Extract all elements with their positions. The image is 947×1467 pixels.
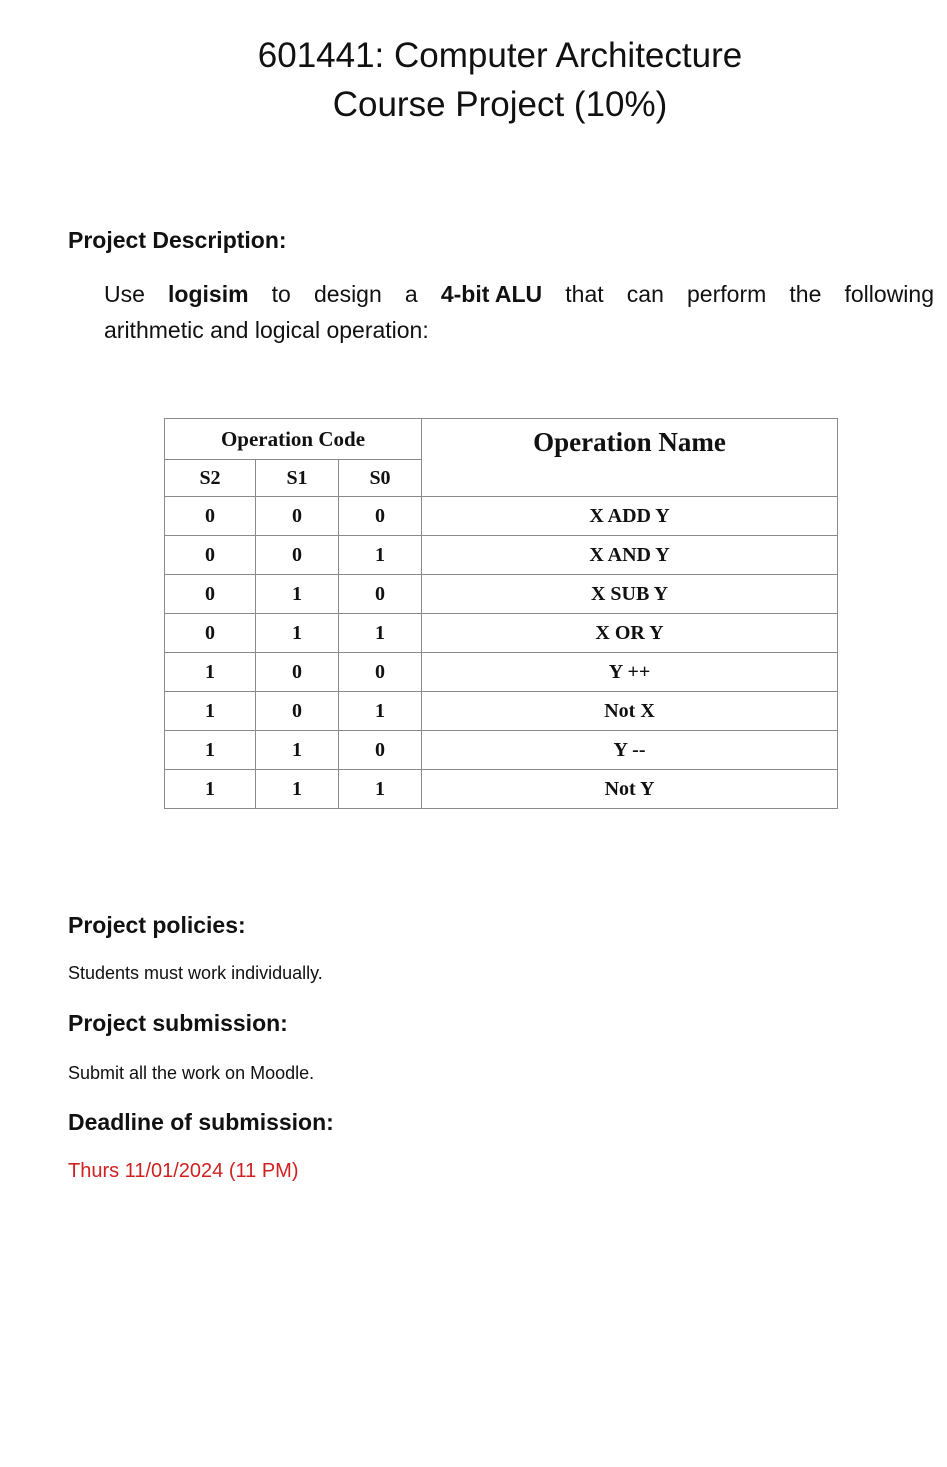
submission-heading: Project submission: <box>68 1010 288 1036</box>
s1-cell: 1 <box>256 770 339 809</box>
s0-cell: 1 <box>339 536 422 575</box>
operation-name-cell: X ADD Y <box>422 497 838 536</box>
s1-cell: 0 <box>256 536 339 575</box>
table-row <box>165 770 838 809</box>
desc-word: following <box>844 281 934 307</box>
table-row <box>165 692 838 731</box>
table-row <box>165 497 838 536</box>
operation-name-cell: Y ++ <box>422 653 838 692</box>
desc-word-4bit-alu: 4-bit ALU <box>440 281 543 307</box>
s2-cell: 1 <box>165 731 256 770</box>
s1-cell: 0 <box>256 497 339 536</box>
s1-cell: 0 <box>256 653 339 692</box>
description-heading: Project Description: <box>68 227 287 253</box>
policies-text: Students must work individually. <box>68 963 323 983</box>
s2-cell: 1 <box>165 770 256 809</box>
s0-cell: 0 <box>339 575 422 614</box>
desc-word: the <box>789 281 822 307</box>
s1-cell: 1 <box>256 575 339 614</box>
s2-cell: 0 <box>165 536 256 575</box>
s1-cell: 1 <box>256 614 339 653</box>
s0-cell: 1 <box>339 770 422 809</box>
s1-cell: 0 <box>256 692 339 731</box>
operation-name-cell: X OR Y <box>422 614 838 653</box>
submission-text: Submit all the work on Moodle. <box>68 1063 315 1083</box>
s0-cell: 1 <box>339 692 422 731</box>
table-row <box>165 575 838 614</box>
operation-name-header: Operation Name <box>422 419 838 497</box>
s1-header: S1 <box>256 460 339 497</box>
desc-word: can <box>626 281 664 307</box>
operation-name-cell: X AND Y <box>422 536 838 575</box>
desc-word: to <box>271 281 291 307</box>
policies-heading: Project policies: <box>68 912 246 938</box>
desc-word-logisim: logisim <box>168 281 249 307</box>
desc-word: that <box>565 281 604 307</box>
s0-header: S0 <box>339 460 422 497</box>
s2-header: S2 <box>165 460 256 497</box>
operation-name-cell: X SUB Y <box>422 575 838 614</box>
table-row <box>165 731 838 770</box>
description-line-1 <box>104 276 934 312</box>
s2-cell: 1 <box>165 653 256 692</box>
operation-name-cell: Not X <box>422 692 838 731</box>
description-line-2: arithmetic and logical operation: <box>104 317 429 343</box>
s2-cell: 1 <box>165 692 256 731</box>
s2-cell: 0 <box>165 497 256 536</box>
s0-cell: 1 <box>339 614 422 653</box>
s1-cell: 1 <box>256 731 339 770</box>
operation-table <box>164 418 838 809</box>
desc-word: Use <box>104 281 145 307</box>
s2-cell: 0 <box>165 575 256 614</box>
document-subtitle: Course Project (10%) <box>332 85 668 124</box>
description-paragraph <box>104 276 934 348</box>
desc-word: a <box>404 281 418 307</box>
s0-cell: 0 <box>339 731 422 770</box>
operation-name-cell: Y -- <box>422 731 838 770</box>
s2-cell: 0 <box>165 614 256 653</box>
operation-code-header: Operation Code <box>165 419 422 460</box>
document-title: 601441: Computer Architecture <box>257 36 743 75</box>
s0-cell: 0 <box>339 497 422 536</box>
s0-cell: 0 <box>339 653 422 692</box>
table-row <box>165 536 838 575</box>
deadline-heading: Deadline of submission: <box>68 1109 334 1135</box>
table-row <box>165 614 838 653</box>
table-row <box>165 653 838 692</box>
desc-word: design <box>313 281 382 307</box>
desc-word: perform <box>687 281 767 307</box>
deadline-text: Thurs 11/01/2024 (11 PM) <box>68 1160 299 1182</box>
operation-name-cell: Not Y <box>422 770 838 809</box>
